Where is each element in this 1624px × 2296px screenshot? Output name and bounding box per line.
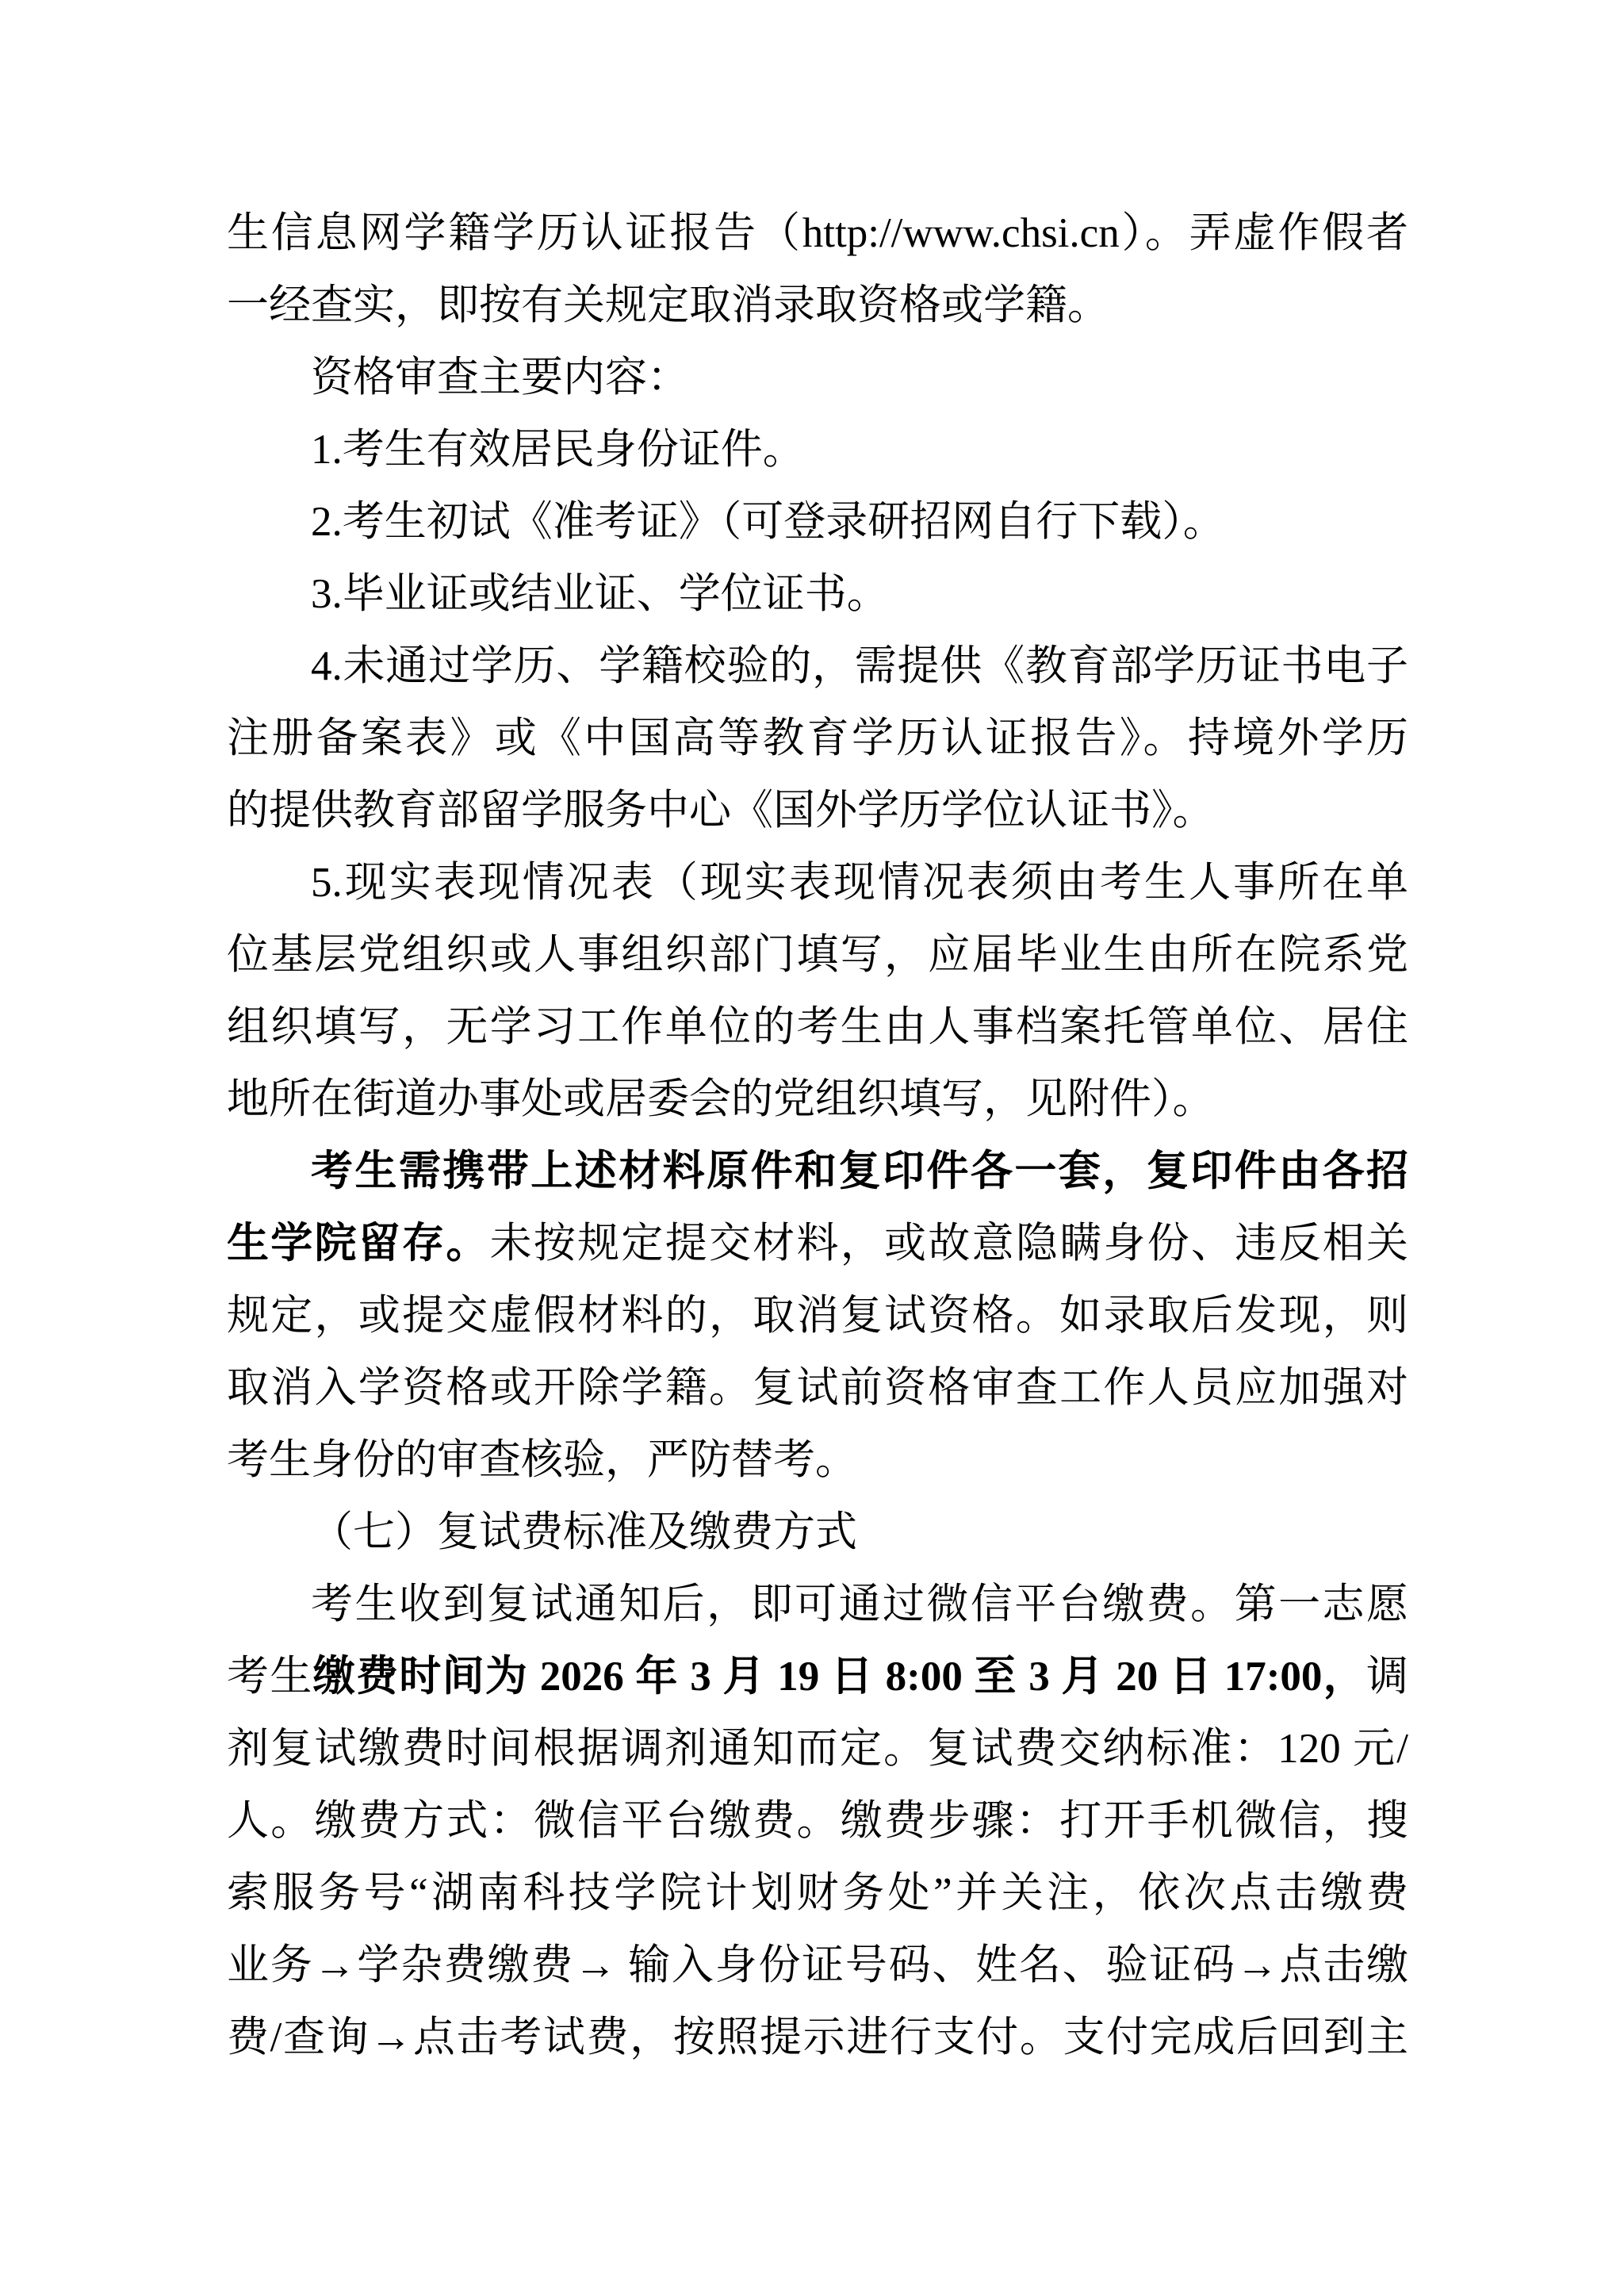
text-line [227,703,1408,775]
text-segment: 地所在街道办事处或居委会的党组织填写，见附件）。 [227,1076,1215,1122]
text-segment: 考生 [227,1654,313,1700]
text-line [227,1497,1408,1569]
text-segment: 3.毕业证或结业证、学位证书。 [311,571,889,617]
text-line [227,1064,1408,1136]
text-line [227,991,1408,1064]
text-segment: 2.考生初试《准考证》（可登录研招网自行下载）。 [311,499,1225,545]
text-line [227,1136,1408,1208]
bold-text-segment: 考生需携带上述材料原件和复印件各一套，复印件由各招 [311,1148,1408,1194]
text-line [227,197,1408,270]
text-line [227,1713,1408,1785]
text-line [227,1641,1408,1713]
document-text-block [227,197,1408,2074]
text-segment: 组织填写，无学习工作单位的考生由人事档案托管单位、居住 [227,1004,1408,1050]
text-segment: 考生收到复试通知后，即可通过微信平台缴费。第一志愿 [311,1581,1408,1627]
text-segment: 费/查询→点击考试费，按照提示进行支付。支付完成后回到主 [227,2014,1408,2060]
text-line [227,919,1408,991]
text-line [227,1930,1408,2002]
text-line [227,1352,1408,1424]
text-segment: 资格审查主要内容： [311,355,689,401]
text-segment: （七）复试费标准及缴费方式 [311,1509,857,1555]
text-line [227,2002,1408,2074]
text-segment: 人。缴费方式：微信平台缴费。缴费步骤：打开手机微信，搜 [227,1798,1408,1844]
text-segment: 位基层党组织或人事组织部门填写，应届毕业生由所在院系党 [227,932,1408,978]
text-line [227,1785,1408,1857]
text-line [227,1569,1408,1641]
text-line [227,631,1408,703]
text-line [227,847,1408,919]
text-segment: 规定，或提交虚假材料的，取消复试资格。如录取后发现，则 [227,1293,1408,1339]
text-segment: 剂复试缴费时间根据调剂通知而定。复试费交纳标准：120 元/ [227,1726,1408,1772]
text-segment: 业务→学杂费缴费→ 输入身份证号码、姓名、验证码→点击缴 [227,1942,1408,1988]
text-segment: 的提供教育部留学服务中心《国外学历学位认证书》。 [227,788,1215,834]
bold-text-segment: 缴费时间为 2026 年 3 月 19 日 8:00 至 3 月 20 日 17:00， [312,1654,1366,1700]
text-line [227,775,1408,847]
text-line [227,1424,1408,1497]
text-line [227,270,1408,342]
text-segment: 调 [1366,1654,1408,1700]
text-line [227,1857,1408,1930]
text-line [227,486,1408,558]
text-segment: 索服务号“湖南科技学院计划财务处”并关注，依次点击缴费 [227,1870,1408,1916]
text-segment: 1.考生有效居民身份证件。 [311,427,805,473]
text-segment: 一经查实，即按有关规定取消录取资格或学籍。 [227,282,1109,328]
text-segment: 5.现实表现情况表（现实表现情况表须由考生人事所在单 [311,860,1408,906]
text-line [227,1280,1408,1352]
text-segment: 取消入学资格或开除学籍。复试前资格审查工作人员应加强对 [227,1365,1408,1411]
text-segment: 未按规定提交材料，或故意隐瞒身份、违反相关 [489,1221,1409,1267]
text-segment: 注册备案表》或《中国高等教育学历认证报告》。持境外学历 [227,715,1408,761]
text-segment: 考生身份的审查核验，严防替考。 [227,1437,857,1483]
text-line [227,342,1408,414]
text-segment: 4.未通过学历、学籍校验的，需提供《教育部学历证书电子 [311,643,1408,689]
text-line [227,1208,1408,1280]
text-line [227,414,1408,486]
text-line [227,558,1408,631]
bold-text-segment: 生学院留存。 [227,1221,490,1267]
text-segment: 生信息网学籍学历认证报告（http://www.chsi.cn）。弄虚作假者 [227,210,1408,256]
